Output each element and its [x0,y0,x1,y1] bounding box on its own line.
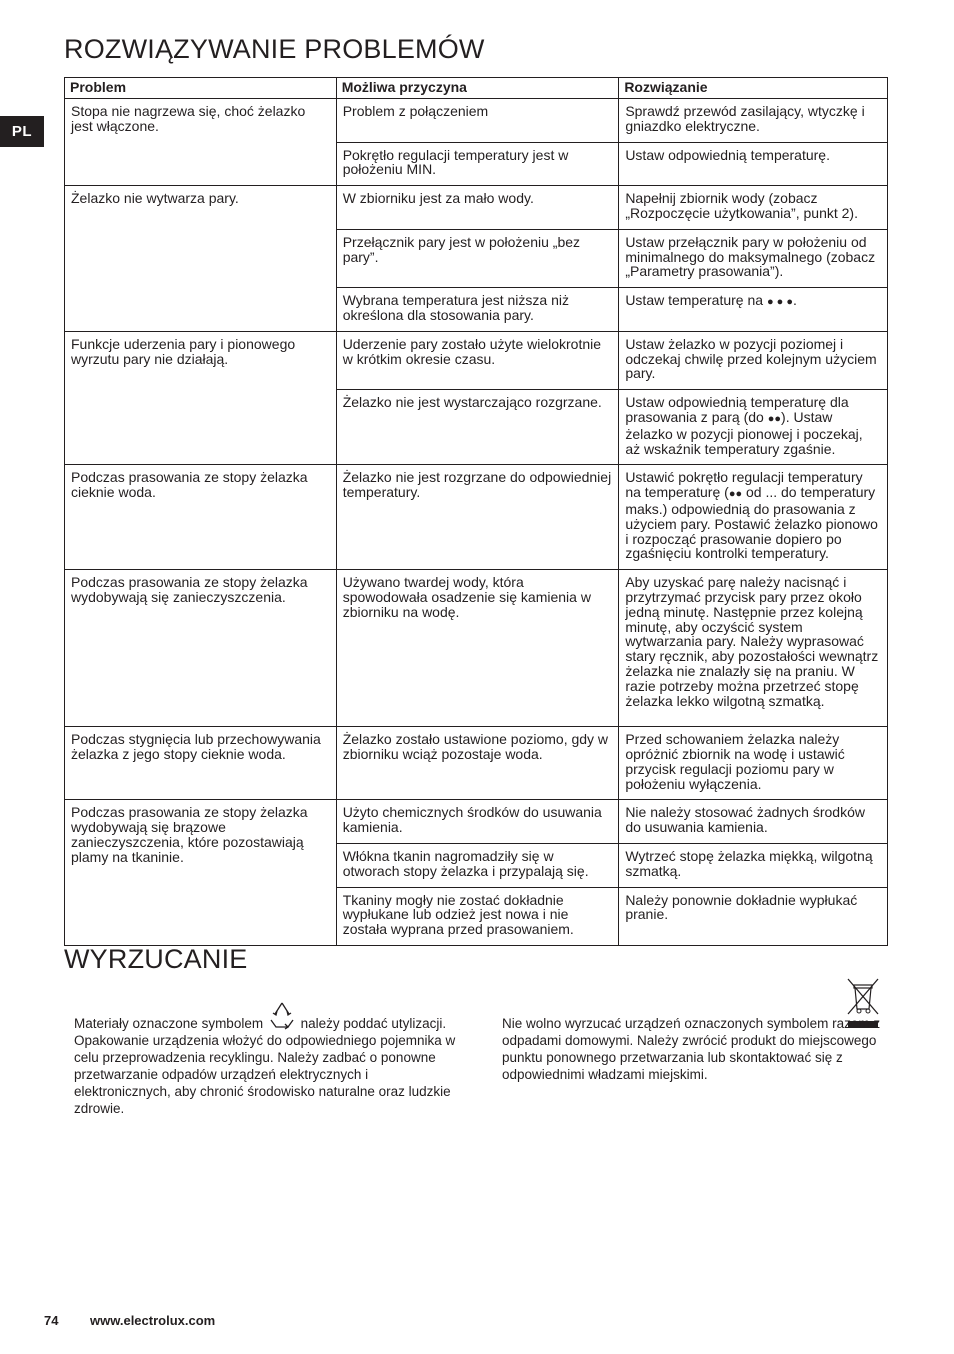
table-row [65,331,888,389]
solution-cell: Nie należy stosować żadnych środków do usuwania kamienia. [619,800,888,844]
website-link[interactable]: www.electrolux.com [90,1313,216,1328]
header-solution: Rozwiązanie [619,78,888,99]
problem-cell: Podczas prasowania ze stopy żelazka wydobywają się zanieczyszczenia. [65,570,337,727]
solution-cell: Ustaw żelazko w pozycji poziomej i odczekaj chwilę przed kolejnym użyciem pary. [619,331,888,389]
cause-cell: Żelazko zostało ustawione poziomo, gdy w zbiorniku wciąż pozostaje woda. [336,727,619,800]
disposal-recycling-text [74,1015,464,1117]
solution-cell: Ustaw odpowiednią temperaturę. [619,142,888,186]
temperature-dots-icon: ● ● ● [766,296,793,309]
cause-cell: Używano twardej wody, która spowodowała osadzenie się kamienia w zbiorniku na wodę. [336,570,619,727]
disposal-weee-text [502,1015,882,1083]
solution-cell: Aby uzyskać parę należy nacisnąć i przytrzymać przycisk pary przez około jedną minutę. Następnie przez kolejną minutę, aby oczyścić system wytwarzania pary. Należy wyprasować stary ręcznik, aby pozostałości wewnątrz żelazka nie znalazły się na praniu. W razie potrzeby można przetrzeć stopę żelazka lekko wilgotną szmatką. [619,570,888,727]
solution-cell: Przed schowaniem żelazka należy opróżnić zbiornik na wodę i ustawić przycisk regulacji poziomu pary w położeniu wyłączenia. [619,727,888,800]
disposal-text: Nie wolno wyrzucać urządzeń oznaczonych symbolem [502,1016,833,1031]
solution-cell: Sprawdź przewód zasilający, wtyczkę i gniazdko elektryczne. [619,99,888,143]
table-row [65,99,888,143]
solution-text: Ustaw odpowiednią temperaturę dla prasowania z parą (do [625,394,849,425]
cause-cell: Żelazko nie jest rozgrzane do odpowiedniej temperatury. [336,465,619,570]
solution-cell [619,288,888,332]
solution-text: Ustawić pokrętło regulacji temperatury na temperaturę ( [625,469,863,501]
problem-cell: Podczas stygnięcia lub przechowywania żelazka z jego stopy cieknie woda. [65,727,337,800]
solution-text: od ... do temperatury maks.) odpowiednią do prasowania z użyciem pary. Postawić żelazko pionowo i rozpocząć prasowanie dopiero po zgaśnięciu kontrolki temperatury. [625,484,878,562]
cause-cell: Problem z połączeniem [336,99,619,143]
solution-cell: Napełnij zbiornik wody (zobacz „Rozpoczęcie użytkowania”, punkt 2). [619,186,888,230]
header-problem: Problem [65,78,337,99]
problem-cell: Żelazko nie wytwarza pary. [65,186,337,332]
cause-cell: Wybrana temperatura jest niższa niż określona dla stosowania pary. [336,288,619,332]
table-row [65,465,888,570]
cause-cell: Tkaniny mogły nie zostać dokładnie wypłukane lub odzież jest nowa i nie została wyprana przed prasowaniem. [336,887,619,945]
solution-cell: Należy ponownie dokładnie wypłukać pranie. [619,887,888,945]
cause-cell: W zbiorniku jest za mało wody. [336,186,619,230]
cause-cell: Żelazko nie jest wystarczająco rozgrzane. [336,390,619,465]
troubleshooting-table [64,77,888,946]
disposal-text: razem z odpadami domowymi. Należy zwrócić produkt do miejscowego punktu ponownego przetwarzania lub skontaktować się z odpowiednimi władzami miejskimi. [502,1016,881,1082]
cause-cell: Pokrętło regulacji temperatury jest w położeniu MIN. [336,142,619,186]
header-cause: Możliwa przyczyna [336,78,619,99]
page-number: 74 [44,1313,59,1328]
problem-cell: Stopa nie nagrzewa się, choć żelazko jest włączone. [65,99,337,186]
solution-cell: Wytrzeć stopę żelazka miękką, wilgotną szmatką. [619,844,888,888]
solution-text: ). Ustaw żelazko w pozycji pionowej i poczekaj, aż wskaźnik temperatury zgaśnie. [625,408,863,457]
disposal-title: WYRZUCANIE [64,944,248,974]
problem-cell: Funkcje uderzenia pary i pionowego wyrzutu pary nie działają. [65,331,337,465]
problem-cell: Podczas prasowania ze stopy żelazka wydobywają się brązowe zanieczyszczenia, które pozostawiają plamy na tkaninie. [65,800,337,946]
table-row [65,727,888,800]
solution-cell [619,390,888,465]
table-row [65,186,888,230]
solution-cell [619,465,888,570]
solution-cell: Ustaw przełącznik pary w położeniu od minimalnego do maksymalnego (zobacz „Parametry prasowania”). [619,229,888,287]
troubleshooting-title: ROZWIĄZYWANIE PROBLEMÓW [64,34,485,64]
disposal-text: należy poddać utylizacji. Opakowanie urządzenia włożyć do odpowiedniego pojemnika w celu przeprowadzenia recyklingu. Należy zadbać o ponowne przetwarzanie odpadów urządzeń elektrycznych i elektronicznych, aby chronić środowisko naturalne oraz ludzkie zdrowie. [74,1016,456,1116]
disposal-text: Materiały oznaczone symbolem [74,1016,267,1031]
table-row [65,800,888,844]
table-header-row [65,78,888,99]
recycle-icon [267,1000,297,1030]
cause-cell: Uderzenie pary zostało użyte wielokrotnie w krótkim okresie czasu. [336,331,619,389]
cause-cell: Użyto chemicznych środków do usuwania kamienia. [336,800,619,844]
solution-text: Ustaw temperaturę na [625,292,767,309]
language-tab: PL [0,116,44,147]
problem-cell: Podczas prasowania ze stopy żelazka cieknie woda. [65,465,337,570]
cause-cell: Przełącznik pary jest w położeniu „bez pary”. [336,229,619,287]
temperature-dots-icon: ●● [767,412,782,425]
cause-cell: Włókna tkanin nagromadziły się w otworach stopy żelazka i przypalają się. [336,844,619,888]
solution-text: . [792,292,797,309]
temperature-dots-icon: ●● [728,488,743,501]
table-row [65,570,888,727]
